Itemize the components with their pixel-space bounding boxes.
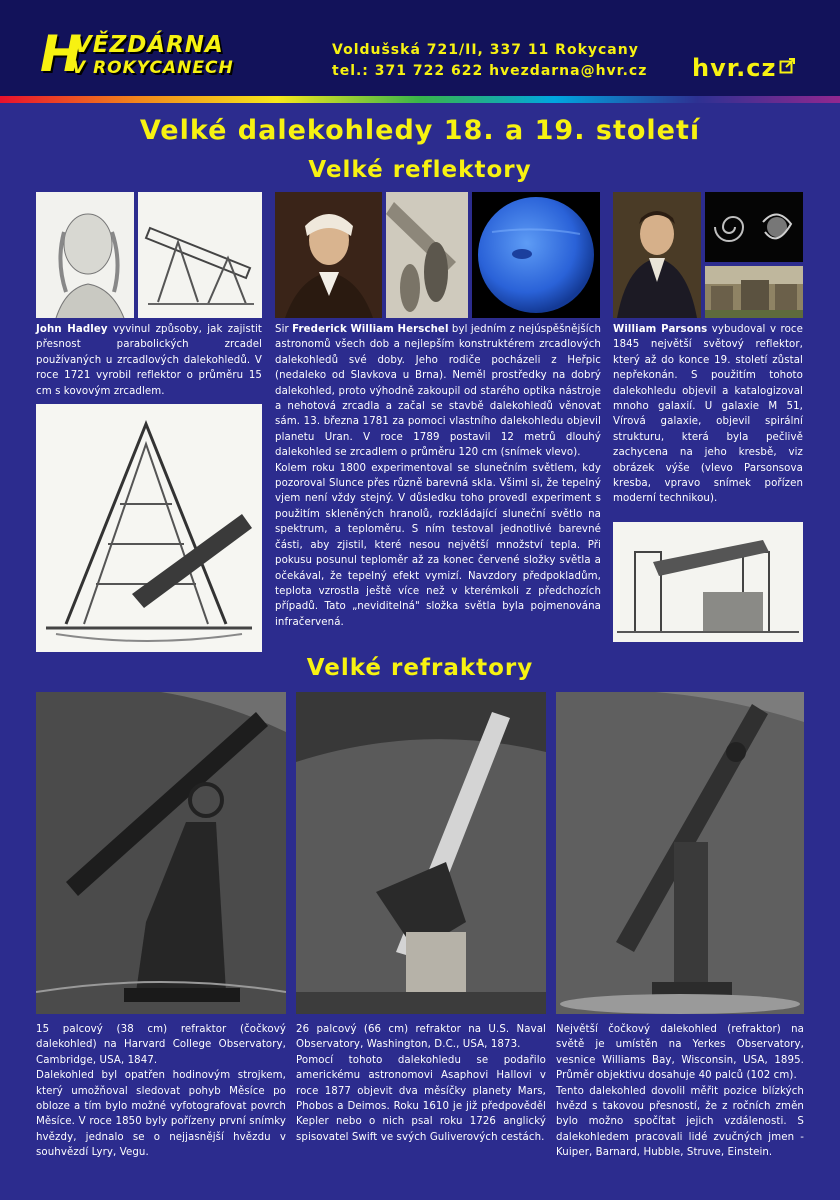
naval-desc1: 26 palcový (66 cm) refraktor na U.S. Naval Observatory, Washington, D.C., USA, 1873. — [296, 1024, 546, 1051]
logo-line1: VĚZDÁRNA — [74, 32, 224, 58]
harvard-desc1: 15 palcový (38 cm) refraktor (čočkový dalekohled) na Harvard College Observatory, Cambridge, USA, 1847. — [36, 1024, 286, 1066]
yerkes-desc2: Tento dalekohled dovolil měřit pozice blízkých hvězd s takovou přesností, že z ročních změn bylo možno spočítat jejich vzdálenosti. S dalekohledem pracovali lidé zvučných jmen - Kuiper, Barnard, Hubble, Struve, Einstein. — [556, 1085, 804, 1159]
herschel-40ft-telescope-engraving — [36, 404, 262, 652]
herschel-desc1: byl jedním z nejúspěšnějších astronomů všech dob a nejlepším konstruktérem zrcadlových dalekohledů své doby. Jeho rodiče pocházeli z Heřpic (nedaleko od Slavkova u Brna). Neměl prostředky na dobrý dalekohled, proto výhodně zakoupil od starého optika nástroje a nehotová zrcadla a začal se stavbě dalekohledů věnovat sám. 13. března 1781 za pomoci vlastního dalekohledu objevil planetu Uran. V roce 1789 postavil 12 metrů dlouhý dalekohled se zrcadlem o průměru 120 cm (snímek vlevo). — [275, 324, 601, 459]
section-title-refractors: Velké refraktory — [306, 655, 534, 681]
rainbow-divider — [0, 96, 840, 103]
birr-castle-telescope-photo — [705, 266, 803, 318]
parsons-portrait — [613, 192, 701, 318]
external-link-icon — [779, 52, 795, 68]
website-link[interactable] — [692, 52, 812, 82]
leviathan-telescope-engraving — [613, 522, 803, 642]
hadley-name: John Hadley — [36, 324, 108, 335]
hadley-telescope-drawing — [138, 192, 262, 318]
m51-galaxy-images — [705, 192, 803, 262]
harvard-refractor-photo — [36, 692, 286, 1014]
logo-line2: V ROKYCANECH — [72, 58, 234, 78]
herschel-desc2: Kolem roku 1800 experimentoval se slunečním světlem, kdy pozoroval Slunce přes různě barevná skla. Všiml si, že tepelný vjem není vždy stejný. V důsledku toho provedl experiment s použitím skleněných hranolů, rozkládající sluneční světlo na spektrum, a teploměru. S ním testoval jednotlivé barevné části, aby zjistil, které nesou největší množství tepla. Při pokusu posunul teploměr až za konec červené složky světla a očekával, že tepelný efekt vymizí. Navzdory předpokladům, teplota vzrostla ještě více než v kterémkoli z předchozích případů. Tato „neviditelná" složka světla byla pojmenována infračervená. — [275, 462, 601, 628]
herschel-text — [275, 322, 601, 630]
herschel-portrait — [275, 192, 382, 318]
harvard-desc2: Dalekohled byl opatřen hodinovým strojkem, který umožňoval sledovat pohyb Měsíce po obloze a tím bylo možné vyfotografovat povrch Měsíce. V roce 1850 byly pořízeny první snímky hvězdy, jednalo se o nejjasnější hvězdu v souhvězdí Lyry, Vegu. — [36, 1070, 286, 1159]
herschel-prefix: Sir — [275, 324, 293, 335]
herschel-engraving — [386, 192, 468, 318]
website-label: hvr.cz — [692, 54, 777, 82]
hadley-portrait — [36, 192, 134, 318]
uranus-image — [472, 192, 600, 318]
observatory-logo[interactable] — [40, 25, 310, 83]
address: Voldušská 721/II, 337 11 Rokycany — [332, 42, 639, 58]
contact-info — [332, 40, 672, 82]
naval-text — [296, 1022, 546, 1145]
page-title: Velké dalekohledy 18. a 19. století — [139, 115, 701, 146]
herschel-name: Frederick William Herschel — [292, 324, 449, 335]
naval-desc2: Pomocí tohoto dalekohledu se podařilo americkému astronomovi Asaphovi Hallovi v roce 1877 objevit dva měsíčky planety Mars, Phobos a Deimos. Roku 1610 je již předpověděl Kepler nebo o nich psal roku 1726 anglický spisovatel Swift ve svých Guliverových cestách. — [296, 1054, 546, 1143]
parsons-desc: vybudoval v roce 1845 největší světový reflektor, který až do konce 19. století zůstal nepřekonán. S použitím tohoto dalekohledu objevil a katalogizoval mnoho galaxií. U galaxie M 51, Vírová galaxie, objevil spirální strukturu, která byla pečlivě zachycena na jeho kresbě, viz obrázek výše (vlevo Parsonsova kresba, vpravo snímek pořízen moderní technikou). — [613, 324, 803, 505]
naval-refractor-photo — [296, 692, 546, 1014]
parsons-text — [613, 322, 803, 507]
harvard-text — [36, 1022, 286, 1161]
phone-email[interactable]: tel.: 371 722 622 hvezdarna@hvr.cz — [332, 63, 648, 79]
hadley-text — [36, 322, 262, 399]
yerkes-text — [556, 1022, 804, 1161]
section-title-reflectors: Velké reflektory — [308, 157, 532, 183]
parsons-name: William Parsons — [613, 324, 708, 335]
yerkes-desc1: Největší čočkový dalekohled (refraktor) na světě je umístěn na Yerkes Observatory, vesnice Williams Bay, Wisconsin, USA, 1895. Průměr objektivu dosahuje 40 palců (102 cm). — [556, 1024, 804, 1082]
header — [0, 0, 840, 96]
logo-initial: H — [40, 25, 80, 83]
hadley-desc: vyvinul způsoby, jak zajistit přesnost parabolických zrcadel používaných u zrcadlových dalekohledů. V roce 1721 vyrobil reflektor o průměru 15 cm s kovovým zrcadlem. — [36, 324, 262, 397]
yerkes-refractor-photo — [556, 692, 804, 1014]
